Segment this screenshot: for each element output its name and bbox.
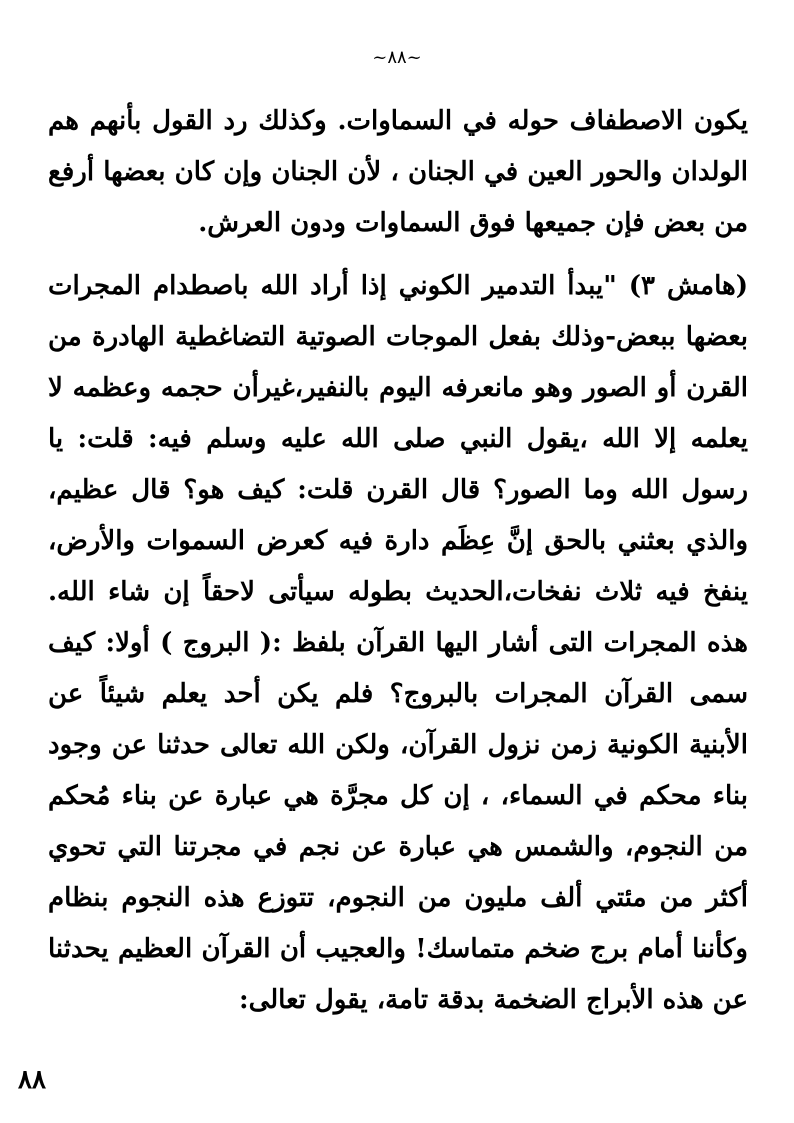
page-body <box>48 96 748 1026</box>
page-header-marker: ~٨٨~ <box>372 47 422 68</box>
paragraph-footnote-3: (هامش ٣) "يبدأ التدمير الكوني إذا أراد الله باصطدام المجرات بعضها ببعض-وذلك بفعل الموجات الصوتية التضاغطية الهادرة من القرن أو الصور وهو مانعرفه اليوم بالنفير،غيرأن حجمه وعظمه لا يعلمه إلا الله ،يقول النبي صلى الله عليه وسلم فيه: قلت: يا رسول الله وما الصور؟ قال القرن قلت: كيف هو؟ قال عظيم، والذي بعثني بالحق إنَّ عِظَم دارة فيه كعرض السموات والأرض، ينفخ فيه ثلاث نفخات،الحديث بطوله سيأتى لاحقاً إن شاء الله. هذه المجرات التى أشار اليها القرآن بلفظ :( البروج ) أولا: كيف سمى القرآن المجرات بالبروج؟ فلم يكن أحد يعلم شيئاً عن الأبنية الكونية زمن نزول القرآن، ولكن الله تعالى حدثنا عن وجود بناء محكم في السماء، ، إن كل مجرَّة هي عبارة عن بناء مُحكم من النجوم، والشمس هي عبارة عن نجم في مجرتنا التي تحوي أكثر من مئتي ألف مليون من النجوم، تتوزع هذه النجوم بنظام وكأننا أمام برج ضخم متماسك! والعجيب أن القرآن العظيم يحدثنا عن هذه الأبراج الضخمة بدقة تامة، يقول تعالى: <box>48 271 748 1015</box>
page-number: ٨٨ <box>18 1065 46 1095</box>
paragraph-intro: يكون الاصطفاف حوله في السماوات. وكذلك رد القول بأنهم هم الولدان والحور العين في الجنان ، لأن الجنان وإن كان بعضها أرفع من بعض فإن جميعها فوق السماوات ودون العرش. <box>48 106 748 238</box>
